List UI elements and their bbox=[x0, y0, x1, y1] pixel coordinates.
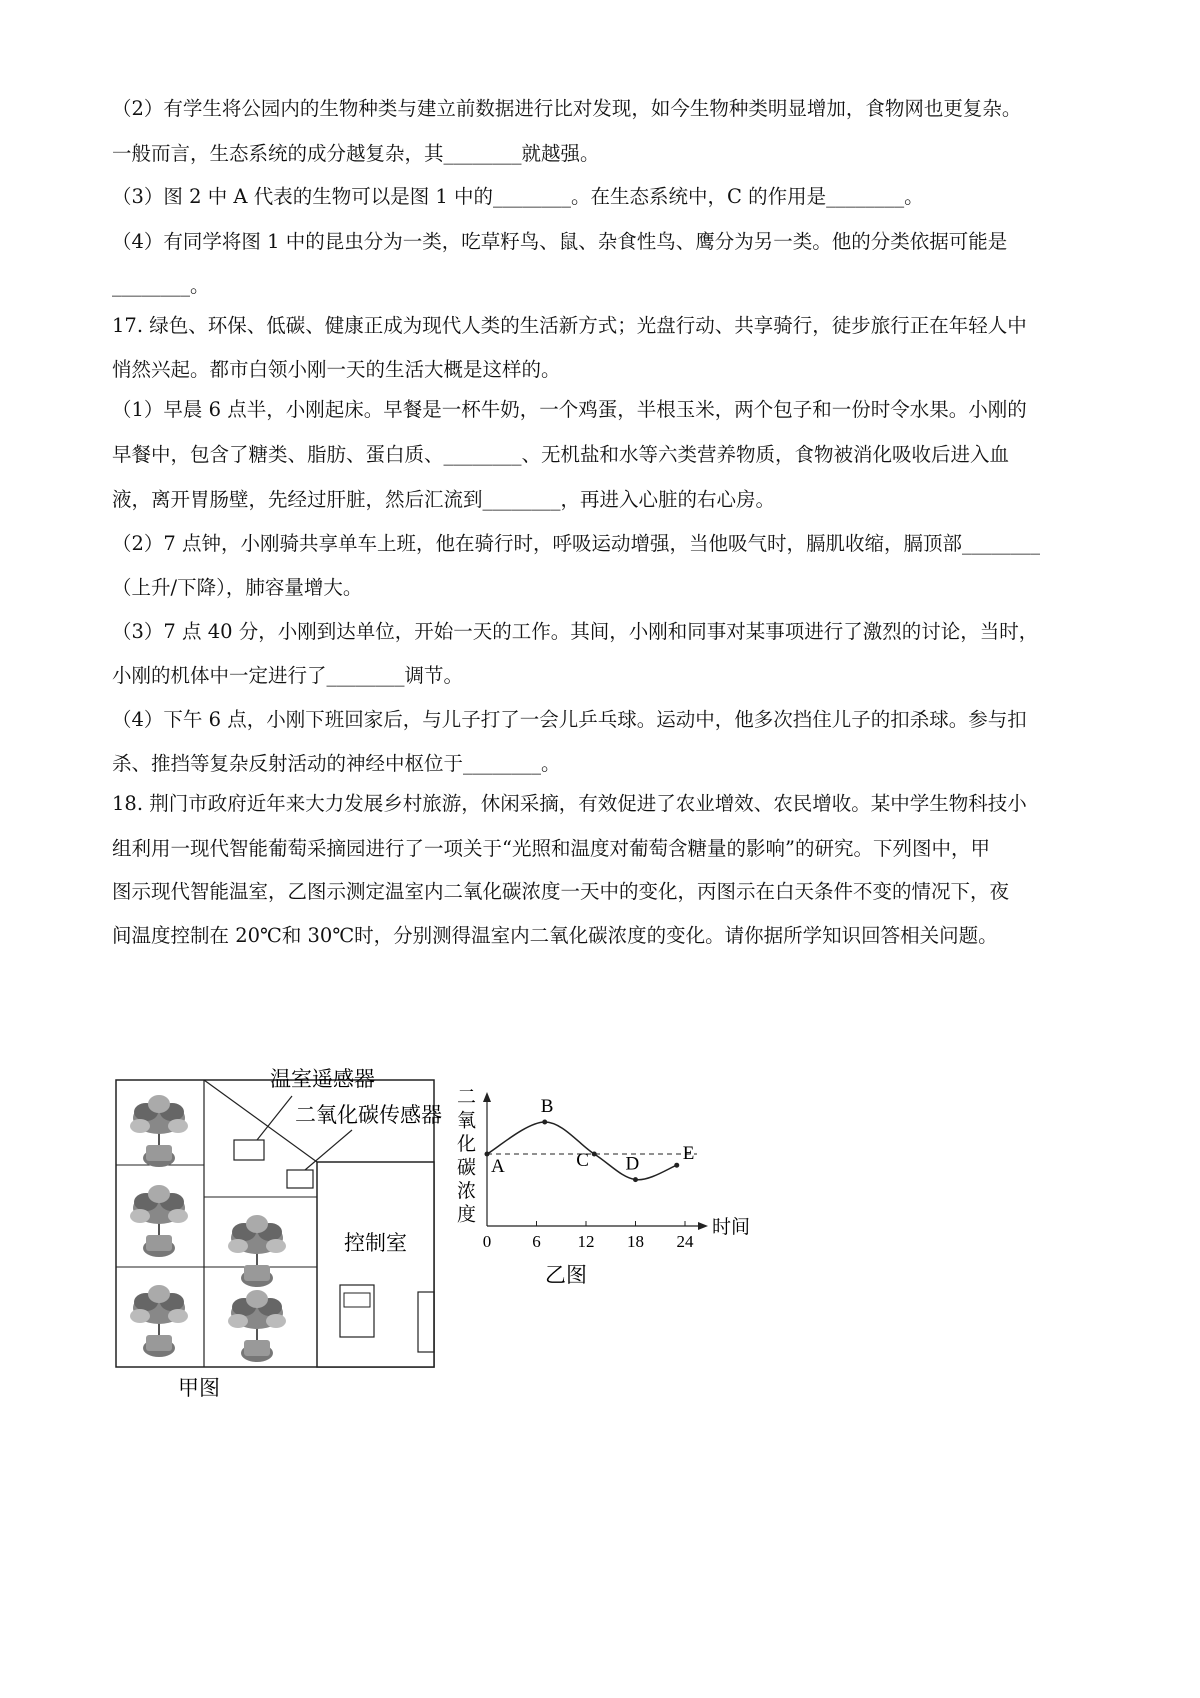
text-line: （2）7 点钟，小刚骑共享单车上班，他在骑行时，呼吸运动增强，当他吸气时，膈肌收缩，膈顶部________ bbox=[112, 532, 1041, 555]
text-line: 间温度控制在 20℃和 30℃时，分别测得温室内二氧化碳浓度的变化。请你据所学知识回答相关问题。 bbox=[112, 924, 998, 947]
figure-svg bbox=[112, 1050, 832, 1430]
point-a-marker bbox=[485, 1152, 490, 1157]
remote-sensor-label: 温室遥感器 bbox=[270, 1067, 375, 1091]
plant-icon bbox=[228, 1215, 286, 1287]
x-tick-label: 18 bbox=[627, 1232, 644, 1251]
text-line: 悄然兴起。都市白领小刚一天的生活大概是这样的。 bbox=[112, 358, 561, 381]
text-line: （3）图 2 中 A 代表的生物可以是图 1 中的________。在生态系统中，C 的作用是________。 bbox=[112, 185, 924, 208]
co2-sensor-box bbox=[287, 1170, 313, 1188]
point-c-marker bbox=[592, 1152, 597, 1157]
plant-icon bbox=[130, 1095, 188, 1167]
remote-sensor-box bbox=[234, 1140, 264, 1160]
text-line: 早餐中，包含了糖类、脂肪、蛋白质、________、无机盐和水等六类营养物质，食物被消化吸收后进入血 bbox=[112, 443, 1010, 466]
x-tick-label: 0 bbox=[482, 1232, 492, 1251]
x-axis-label: 时间 bbox=[712, 1216, 751, 1238]
text-line: 小刚的机体中一定进行了________调节。 bbox=[112, 664, 464, 687]
text-line: 18. 荆门市政府近年来大力发展乡村旅游，休闲采摘，有效促进了农业增效、农民增收。某中学生物科技小 bbox=[112, 792, 1027, 815]
figure-area bbox=[112, 1050, 832, 1430]
greenhouse-diagram bbox=[116, 1067, 442, 1400]
text-line: 杀、推挡等复杂反射活动的神经中枢位于________。 bbox=[112, 752, 561, 775]
x-tick-label: 6 bbox=[532, 1232, 541, 1251]
y-axis-label-char: 碳 bbox=[457, 1156, 477, 1179]
y-axis-label-char: 二 bbox=[457, 1086, 477, 1108]
text-line: ________。 bbox=[112, 274, 210, 297]
text-line: （4）下午 6 点，小刚下班回家后，与儿子打了一会儿乒乓球。运动中，他多次挡住儿子的扣杀球。参与扣 bbox=[112, 708, 1027, 731]
text-line: 一般而言，生态系统的成分越复杂，其________就越强。 bbox=[112, 142, 600, 165]
y-axis-label-char: 度 bbox=[457, 1203, 477, 1226]
co2-sensor-label: 二氧化碳传感器 bbox=[295, 1103, 442, 1127]
point-b-label: B bbox=[540, 1096, 554, 1117]
text-line: 17. 绿色、环保、低碳、健康正成为现代人类的生活新方式；光盘行动、共享骑行，徒步旅行正在年轻人中 bbox=[112, 314, 1027, 337]
y-axis-label bbox=[457, 1086, 476, 1226]
control-room-label: 控制室 bbox=[344, 1231, 407, 1255]
y-axis-label-char: 化 bbox=[457, 1133, 477, 1155]
point-d-label: D bbox=[625, 1153, 640, 1175]
text-line: （4）有同学将图 1 中的昆虫分为一类，吃草籽鸟、鼠、杂食性鸟、鹰分为另一类。他的分类依据可能是 bbox=[112, 230, 1008, 253]
text-line: 组利用一现代智能葡萄采摘园进行了一项关于“光照和温度对葡萄含糖量的影响”的研究。下列图中，甲 bbox=[112, 837, 990, 860]
point-d-marker bbox=[633, 1177, 638, 1182]
point-a-label: A bbox=[491, 1156, 505, 1177]
point-e-label: E bbox=[682, 1143, 695, 1165]
text-line: （1）早晨 6 点半，小刚起床。早餐是一杯牛奶，一个鸡蛋，半根玉米，两个包子和一份时令水果。小刚的 bbox=[112, 398, 1027, 421]
text-line: 图示现代智能温室，乙图示测定温室内二氧化碳浓度一天中的变化，丙图示在白天条件不变的情况下，夜 bbox=[112, 880, 1010, 903]
figure-jia-caption: 甲图 bbox=[178, 1376, 220, 1400]
plant-icon bbox=[228, 1290, 286, 1362]
x-tick-label: 24 bbox=[676, 1232, 694, 1251]
point-b-marker bbox=[542, 1120, 547, 1125]
text-line: 液，离开胃肠壁，先经过肝脏，然后汇流到________，再进入心脏的右心房。 bbox=[112, 488, 776, 511]
y-axis-label-char: 浓 bbox=[457, 1180, 477, 1202]
text-line: （上升/下降），肺容量增大。 bbox=[112, 576, 363, 599]
text-line: （3）7 点 40 分，小刚到达单位，开始一天的工作。其间，小刚和同事对某事项进行了激烈的讨论，当时， bbox=[112, 620, 1039, 643]
control-room-box bbox=[317, 1162, 434, 1367]
figure-yi-caption: 乙图 bbox=[545, 1263, 587, 1287]
text-line: （2）有学生将公园内的生物种类与建立前数据进行比对发现，如今生物种类明显增加，食物网也更复杂。 bbox=[112, 97, 1022, 120]
plant-icon bbox=[130, 1185, 188, 1257]
co2-chart bbox=[457, 1086, 750, 1287]
plant-icon bbox=[130, 1285, 188, 1357]
y-axis-label-char: 氧 bbox=[457, 1109, 477, 1132]
x-tick-label: 12 bbox=[577, 1232, 595, 1251]
point-c-label: C bbox=[576, 1150, 589, 1171]
point-e-marker bbox=[674, 1163, 679, 1168]
